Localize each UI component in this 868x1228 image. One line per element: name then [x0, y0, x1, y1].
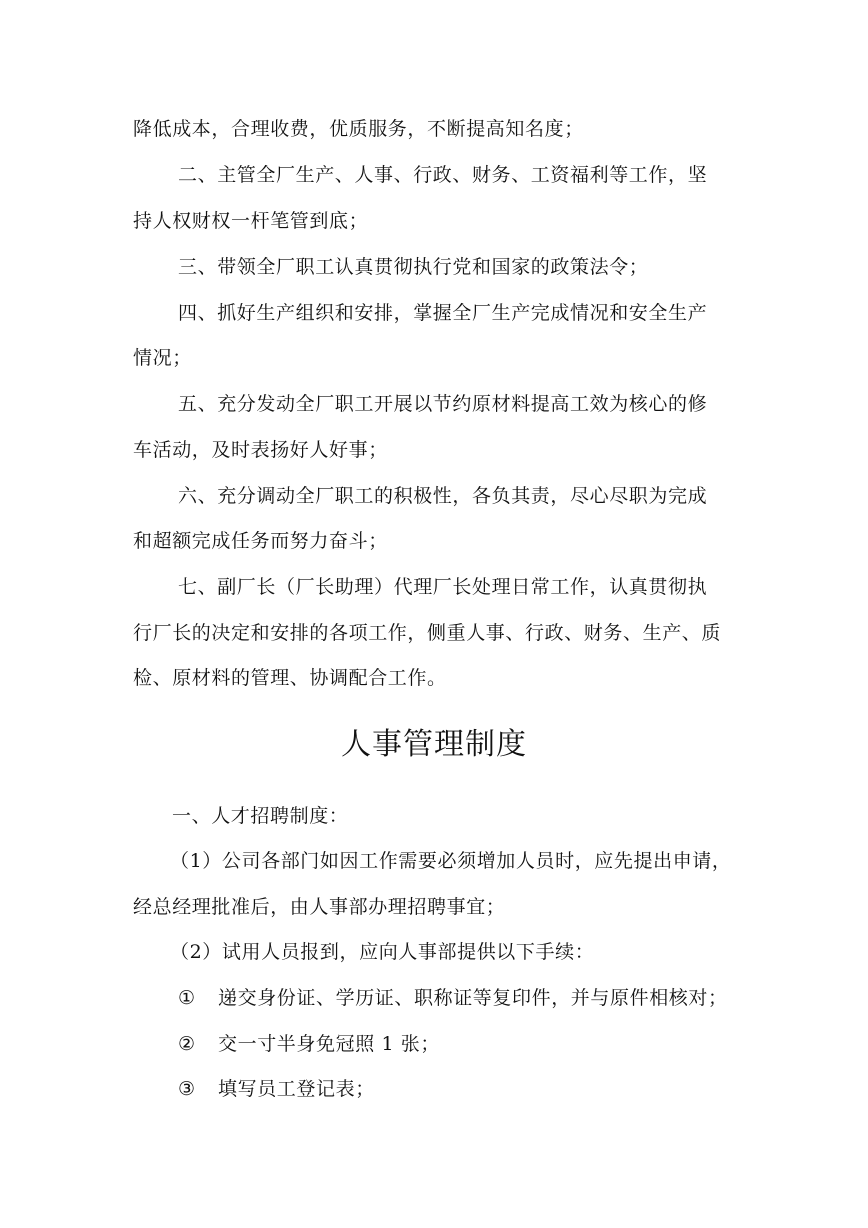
paragraph-line: 车活动，及时表扬好人好事； — [133, 439, 388, 461]
paragraph-line: 三、带领全厂职工认真贯彻执行党和国家的政策法令； — [178, 256, 649, 278]
list-item-text: 递交身份证、学历证、职称证等复印件，并与原件相核对； — [218, 987, 728, 1009]
paragraph-line: 情况； — [133, 347, 192, 369]
list-item — [178, 1077, 788, 1101]
paragraph-line: 二、主管全厂生产、人事、行政、财务、工资福利等工作，坚 — [178, 164, 708, 186]
list-marker: ① — [178, 987, 196, 1009]
paragraph-line: 和超额完成任务而努力奋斗； — [133, 530, 388, 552]
list-item — [178, 986, 788, 1010]
paragraph-line: 七、副厂长（厂长助理）代理厂长处理日常工作，认真贯彻执 — [178, 576, 708, 598]
list-item-text: 填写员工登记表； — [218, 1078, 375, 1100]
paragraph-line: 持人权财权一杆笔管到底； — [133, 210, 369, 232]
paragraph-line: 四、抓好生产组织和安排，掌握全厂生产完成情况和安全生产 — [178, 302, 708, 324]
section-title: 人事管理制度 — [341, 727, 527, 762]
list-item — [178, 1032, 788, 1056]
paragraph-line: 经总经理批准后，由人事部办理招聘事宜； — [133, 896, 506, 918]
paragraph-line: 降低成本，合理收费，优质服务，不断提高知名度； — [133, 118, 584, 140]
list-marker: ③ — [178, 1078, 196, 1100]
list-item-text: 交一寸半身免冠照 1 张； — [218, 1033, 440, 1055]
paragraph-line: （2）试用人员报到，应向人事部提供以下手续： — [170, 941, 595, 963]
list-marker: ② — [178, 1033, 196, 1055]
paragraph-line: 检、原材料的管理、协调配合工作。 — [133, 667, 447, 689]
paragraph-line: （1）公司各部门如因工作需要必须增加人员时，应先提出申请， — [170, 850, 732, 872]
paragraph-line: 一、人才招聘制度： — [172, 805, 349, 827]
paragraph-line: 六、充分调动全厂职工的积极性，各负其责，尽心尽职为完成 — [178, 485, 708, 507]
paragraph-line: 五、充分发动全厂职工开展以节约原材料提高工效为核心的修 — [178, 393, 708, 415]
paragraph-line: 行厂长的决定和安排的各项工作，侧重人事、行政、财务、生产、质 — [133, 622, 722, 644]
